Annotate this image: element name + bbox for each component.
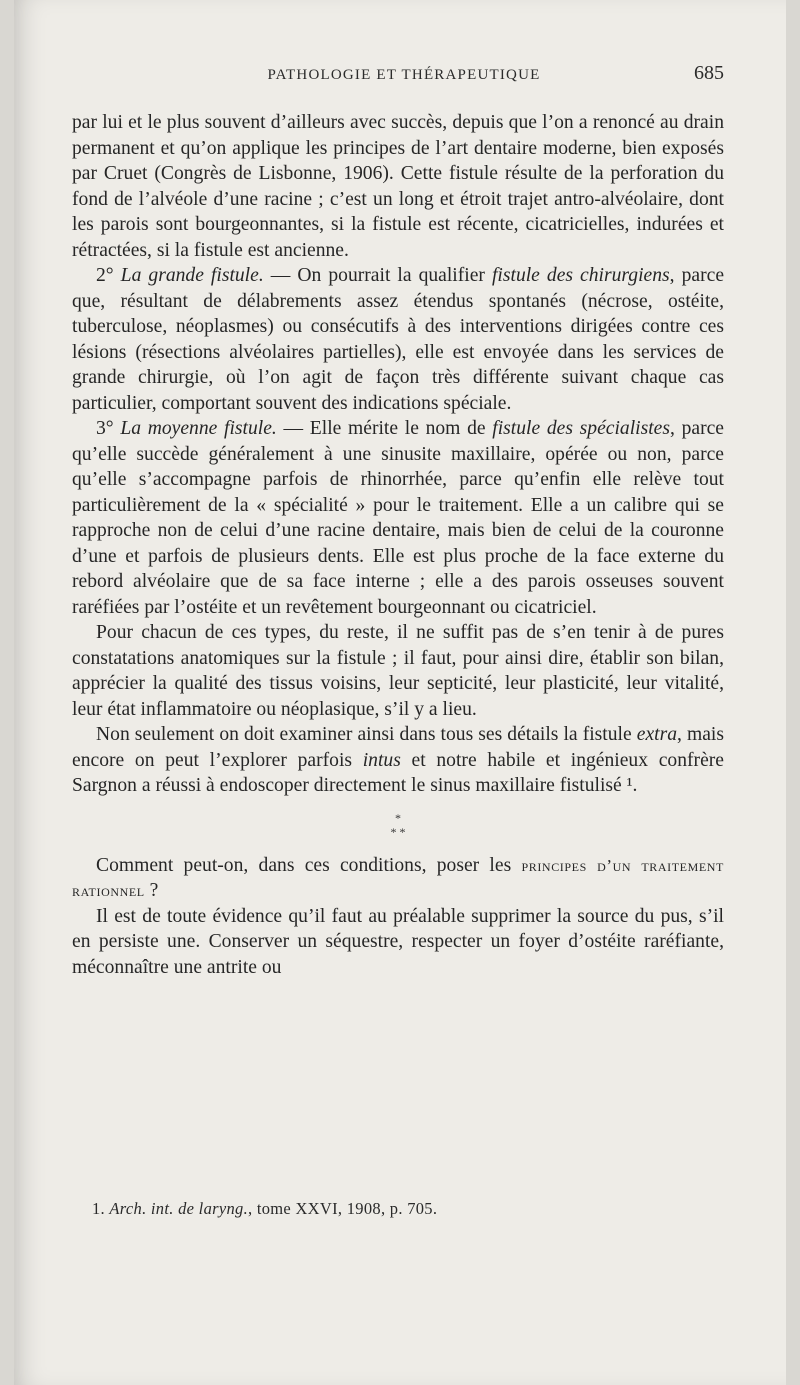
footnote-text: , tome XXVI, 1908, p. 705. <box>248 1199 438 1218</box>
paragraph <box>72 853 724 904</box>
paragraph-text: et notre habile et ingénieux confrère Sargnon a réussi à endoscoper directement le sinus maxillaire fistulisé <box>72 749 724 796</box>
paragraph-text: . <box>632 775 638 796</box>
small-caps-term: principes d’un traitement rationnel <box>72 855 724 900</box>
section-separator <box>72 811 724 839</box>
italic-term: fistule des chirurgiens <box>491 265 670 286</box>
paragraph-text: , parce qu’elle succède généralement à une sinusite maxillaire, opérée ou non, parce qu’elle s’accompagne parfois de rhinorrhée, parce qu’enfin elle relève tout particulièrement de la « spécialité » pour le traitement. Elle a un calibre qui se rapproche non de celui d’une racine dentaire, mais bien de celui de la couronne d’une et parfois de plusieurs dents. Elle est plus proche de la face externe du rebord alvéolaire que de sa face interne ; elle a des parois osseuses souvent raréfiées par l’ostéite et un revêtement bourgeonnant ou cicatriciel. <box>72 418 724 618</box>
paragraph-text: ? <box>144 880 159 901</box>
asterisk-bottom: * * <box>390 824 406 839</box>
paragraph <box>72 620 724 722</box>
italic-term: extra <box>636 724 678 745</box>
paragraph <box>72 722 724 799</box>
paragraph-text: Comment peut-on, dans ces conditions, poser les <box>96 854 522 876</box>
section-title: La moyenne fistule. <box>120 418 277 439</box>
paragraph-text: , mais encore on peut l’explorer parfois <box>72 724 724 771</box>
paragraph-text: , parce que, résultant de délabrements assez étendus spontanés (nécrose, ostéite, tuberculose, néoplasmes) ou consécutifs à des interventions dirigées contre ces lésions (résections alvéolaires partielles), elle est envoyée dans les services de grande chirurgie, où l’on agit de façon très différente suivant chaque cas particulier, comportant souvent des indications spéciale. <box>72 265 725 414</box>
section-title: La grande fistule. <box>120 265 264 286</box>
running-title: PATHOLOGIE ET THÉRAPEUTIQUE <box>267 67 541 83</box>
asterisk-top: * <box>395 810 401 825</box>
paragraph-text: Il est de toute évidence qu’il faut au préalable supprimer la source du pus, s’il en persiste une. Conserver un séquestre, respecter un foyer d’ostéite raréfiante, méconnaître une antrite ou <box>72 905 724 978</box>
paragraph <box>72 263 724 416</box>
paragraph-text: par lui et le plus souvent d’ailleurs avec succès, depuis que l’on a renoncé au drain permanent et qu’on applique les principes de l’art dentaire moderne, bien exposés par Cruet (Congrès de Lisbonne, 1906). Cette fistule résulte de la perforation du fond de l’alvéole d’une racine ; c’est un long et étroit trajet antro-alvéolaire, dont les parois sont bourgeonnantes, si la fistule est récente, cicatricielles, indurées et rétractées, si la fistule est ancienne. <box>72 112 724 261</box>
italic-term: fistule des spécialistes <box>492 418 670 439</box>
italic-term: intus <box>362 749 401 771</box>
footnote-reference[interactable]: ¹ <box>626 775 633 796</box>
running-header <box>74 62 724 92</box>
paragraph-text: — On pourrait la qualifier <box>263 265 492 286</box>
section-number: 2° <box>96 265 121 286</box>
footnote-source: Arch. int. de laryng. <box>109 1199 248 1218</box>
footnote <box>92 1199 722 1219</box>
paragraph <box>72 416 724 620</box>
section-number: 3° <box>96 418 121 439</box>
paragraph <box>72 904 724 981</box>
book-page <box>14 0 786 1385</box>
paragraph <box>72 110 724 263</box>
paragraph-text: — Elle mérite le nom de <box>276 418 493 439</box>
footnote-number: 1. <box>92 1199 110 1218</box>
paragraph-text: Pour chacun de ces types, du reste, il ne suffit pas de s’en tenir à de pures constatations anatomiques sur la fistule ; il faut, pour ainsi dire, établir son bilan, apprécier la qualité des tissus voisins, leur septicité, leur plasticité, leur vitalité, leur état inflammatoire ou néoplasique, s’il y a lieu. <box>72 622 724 720</box>
page-number: 685 <box>694 62 724 84</box>
body-text <box>72 110 724 980</box>
paragraph-text: Non seulement on doit examiner ainsi dans tous ses détails la fistule <box>96 724 637 745</box>
